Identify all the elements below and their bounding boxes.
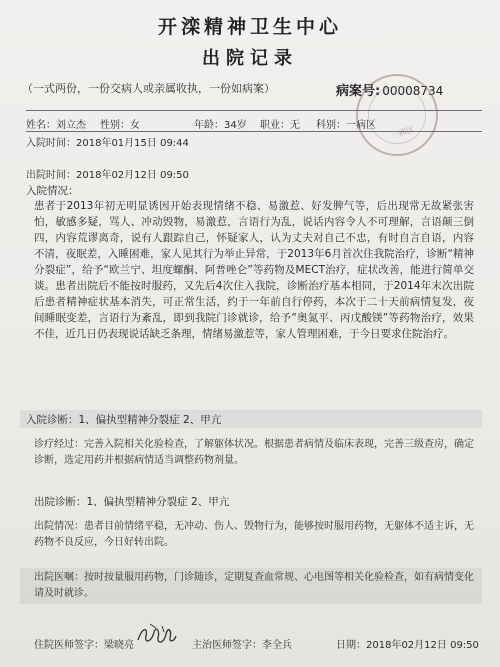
treatment-section: [34, 437, 474, 469]
document-title: 出院记录: [202, 48, 298, 69]
admission-status-label: 入院情况：: [26, 185, 79, 197]
treatment-label: 诊疗经过：: [34, 439, 84, 450]
discharge-status-section: [34, 519, 474, 551]
divider: [26, 110, 482, 111]
admission-status-text: 患者于2013年初无明显诱因开始表现情绪不稳、易激惹、好发脾气等，后出现常无故紧张害怕，敏感多疑，骂人、冲动毁物，易激惹，言语行为乱，说话内容令人不可理解，言语颠三倒四，内容荒谬离奇，说有人跟踪自己，怀疑家人，认为丈夫对自己不忠，有时自言自语，内容不清，夜眠差，入睡困难，家人见其行为举止异常，于2013年6月首次住我院治疗，诊断“精神分裂症”，给予“欧兰宁、坦度螺酮、阿普唑仑”等药物及MECT治疗，症状改善，能进行简单交谈。患者出院后不能按时服药，又先后4次住入我院，诊断治疗基本相同，于2014年末次出院后患者精神症状基本消失，可正常生活，约于一年前自行停药，本次于二十天前病情复发，夜间睡眠变差，言语行为紊乱，即到我院门诊就诊，给予“奥氮平、丙戊酸镁”等药物治疗，效果不佳，近几日仍表现说话缺乏条理，情绪易激惹等，家人管理困难，于今日要求住院治疗。: [34, 200, 474, 340]
discharge-advice-section: [34, 570, 474, 602]
attending-signature-label: 主治医师签字：李全兵: [192, 640, 292, 651]
stamp-text: 一病区: [389, 124, 416, 141]
resident-signature-label: 住院医师签字：梁晓亮: [34, 640, 134, 651]
patient-ward: 科别：一病区: [316, 120, 376, 131]
hospital-name: 开滦精神卫生中心: [157, 16, 342, 38]
admission-time: 入院时间：2018年01月15日 09:44: [26, 138, 189, 149]
case-number-label: 病案号:: [336, 84, 381, 99]
patient-name: 姓名：刘立杰: [26, 120, 86, 131]
treatment-text: 完善入院相关化验检查，了解躯体状况。根据患者病情及临床表现，完善三级查房，确定诊断，选定用药并根据病情适当调整药物剂量。: [34, 439, 474, 466]
patient-sex: 性别：女: [100, 120, 140, 131]
discharge-advice-label: 出院医嘱：: [34, 572, 84, 583]
discharge-time: 出院时间：2018年02月12日 09:50: [26, 170, 189, 181]
admission-diagnosis: 入院诊断：1、偏执型精神分裂症 2、甲亢: [26, 414, 222, 426]
patient-occupation: 职业：无: [260, 120, 300, 131]
discharge-advice-text: 按时按量服用药物，门诊随诊，定期复查血常规、心电图等相关化验检查，如有病情变化请及时就诊。: [34, 572, 474, 599]
discharge-diagnosis: 出院诊断：1、偏执型精神分裂症 2、甲亢: [34, 496, 230, 508]
patient-age: 年龄：34岁: [194, 120, 247, 131]
signature-date: 日期：2018年02月12日 09:50: [336, 640, 479, 651]
case-number-value: 00008734: [382, 84, 444, 98]
copies-note: （一式两份，一份交病人或亲属收执，一份如病案）: [22, 82, 275, 95]
discharge-status-text: 患者目前情绪平稳，无冲动、伤人、毁物行为，能够按时服用药物，无躯体不适主诉，无药物不良反应，今日好转出院。: [34, 521, 474, 548]
discharge-status-label: 出院情况：: [34, 521, 84, 532]
department-stamp: [345, 63, 448, 166]
divider: [26, 131, 482, 132]
handwritten-signature: [134, 620, 180, 650]
